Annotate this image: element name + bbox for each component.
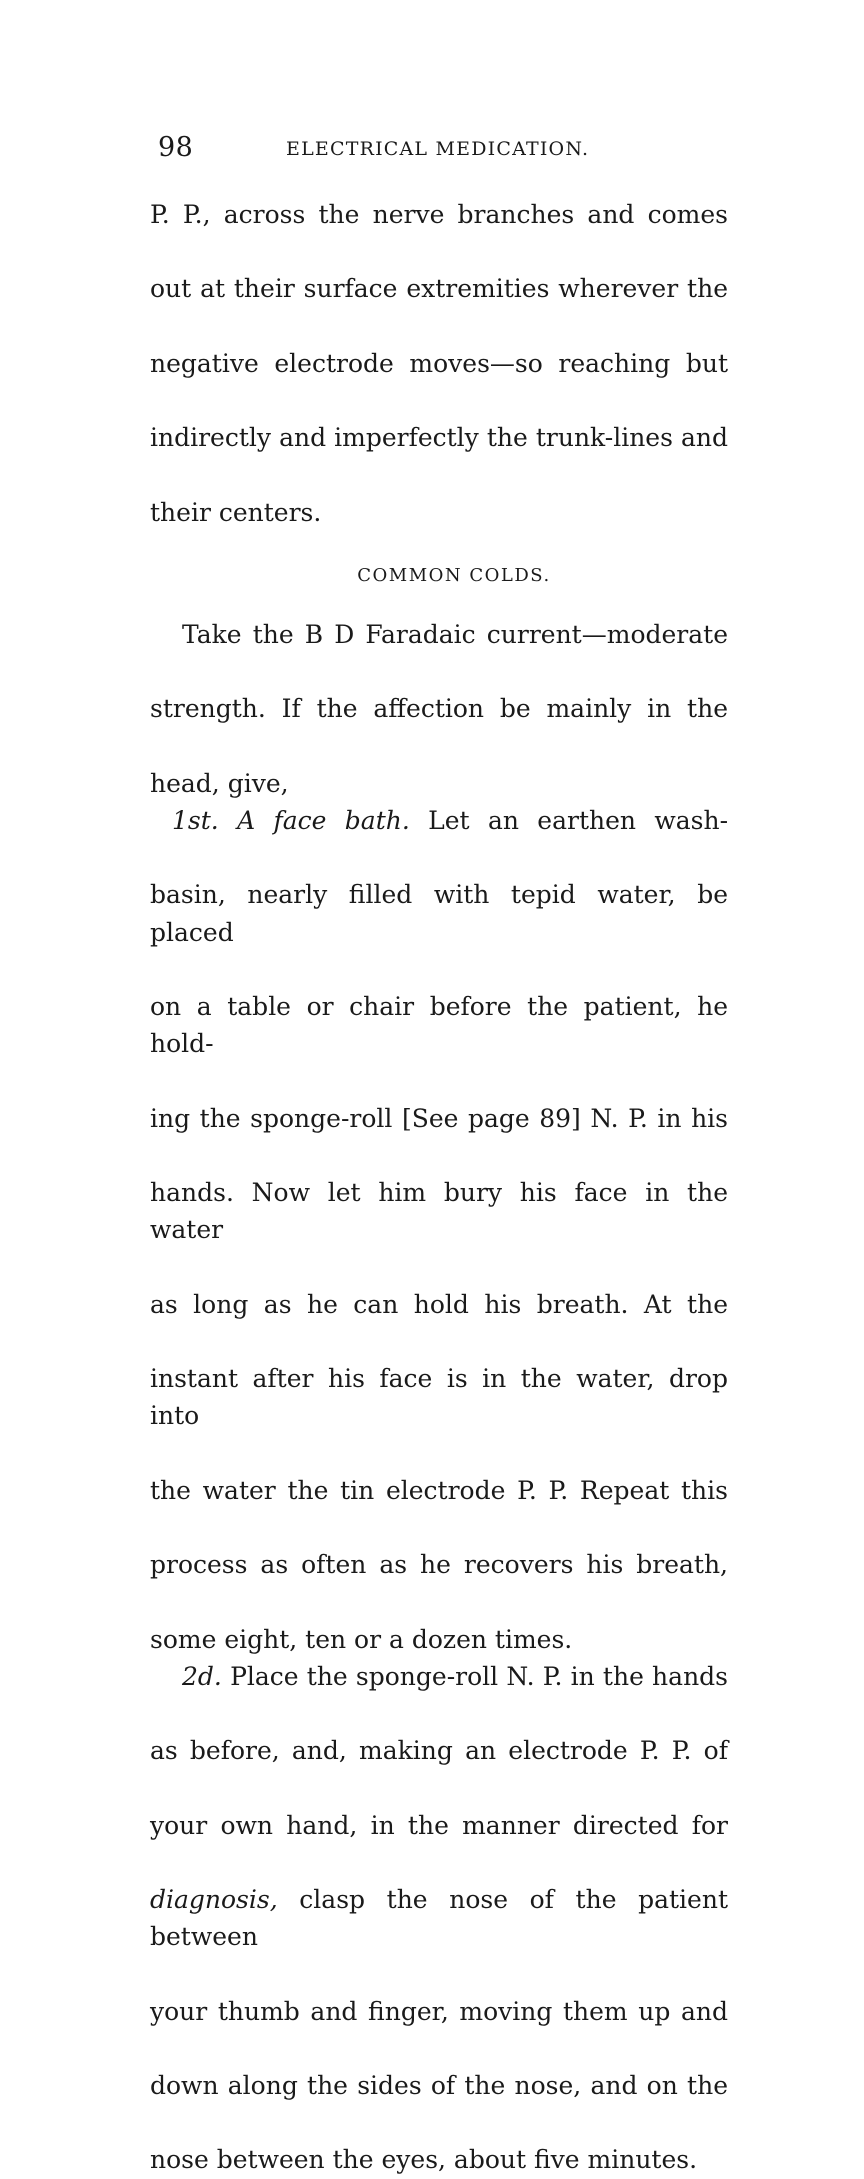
text-line: Take the B D Faradaic current—moderate [182, 620, 728, 650]
line-text: clasp the nose of the patient between [150, 1884, 728, 1952]
text-line: their centers. [150, 497, 322, 527]
text-line: out at their surface extremities wherever the [150, 274, 728, 304]
page-header [158, 132, 718, 172]
text-line: as long as he can hold his breath. At the [150, 1289, 728, 1319]
text-line: your own hand, in the manner directed for [150, 1810, 728, 1840]
line-text: Place the sponge-roll N. P. in the hands [230, 1661, 729, 1691]
text-line: nose between the eyes, about five minutes. [150, 2145, 698, 2175]
text-line: on a table or chair before the patient, he hold- [150, 992, 728, 1059]
step-label: 2d. [182, 1661, 222, 1691]
paragraph-intro [150, 616, 728, 802]
text-line: instant after his face is in the water, drop into [150, 1364, 728, 1431]
line-text: Let an earthen wash- [428, 806, 729, 836]
text-line: your thumb and finger, moving them up and [150, 1996, 728, 2026]
paragraph-nose-treatment [150, 1658, 728, 2179]
text-line: some eight, ten or a dozen times. [150, 1624, 573, 1654]
text-line: head, give, [150, 768, 289, 798]
paragraph-face-bath [150, 802, 728, 1658]
step-title: A face bath. [237, 806, 410, 836]
text-line: basin, nearly filled with tepid water, be placed [150, 880, 728, 947]
body-text [150, 196, 728, 2179]
text-line: process as often as he recovers his breath, [150, 1550, 728, 1580]
page-number: 98 [158, 132, 194, 163]
step-label: 1st. [172, 806, 219, 836]
running-title: ELECTRICAL MEDICATION. [286, 138, 590, 160]
text-line [150, 1881, 728, 1993]
text-line: indirectly and imperfectly the trunk-lines and [150, 423, 728, 453]
text-line: hands. Now let him bury his face in the water [150, 1178, 728, 1245]
text-line: ing the sponge-roll [See page 89] N. P. in his [150, 1103, 728, 1133]
text-line [150, 1658, 728, 1732]
text-line: strength. If the affection be mainly in the [150, 694, 728, 724]
text-line: down along the sides of the nose, and on the [150, 2070, 728, 2100]
italic-term: diagnosis, [150, 1884, 278, 1914]
text-line: negative electrode moves—so reaching but [150, 348, 728, 378]
paragraph-continuation [150, 196, 728, 531]
section-heading: COMMON COLDS. [357, 564, 551, 586]
text-line: the water the tin electrode P. P. Repeat this [150, 1475, 728, 1505]
text-line: as before, and, making an electrode P. P. of [150, 1736, 728, 1766]
text-line: P. P., across the nerve branches and comes [150, 200, 728, 229]
text-line [150, 802, 728, 876]
